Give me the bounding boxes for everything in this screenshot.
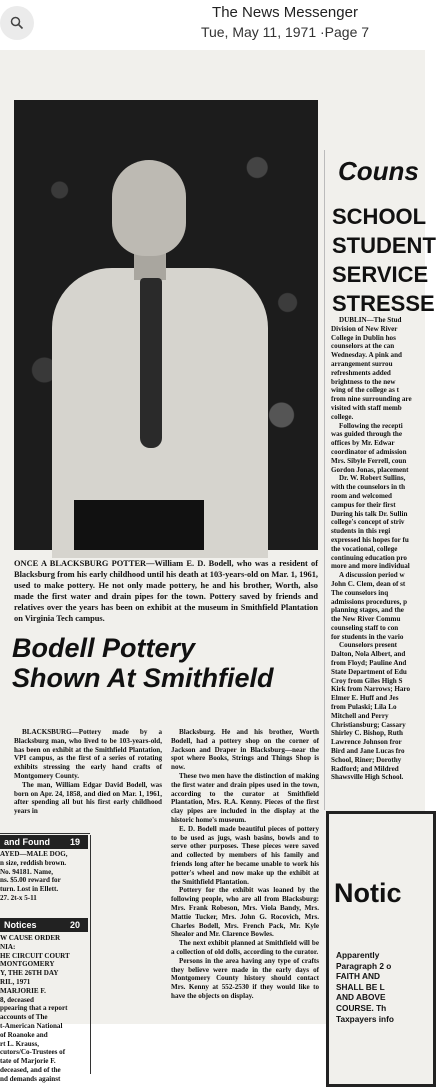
story-line: expressed his hopes for fu [331, 535, 409, 544]
notice-line: Taxpayers info [336, 1013, 394, 1024]
notices-number: 20 [70, 920, 81, 930]
story-line: more and more individual [331, 562, 410, 571]
photo-caption: ONCE A BLACKSBURG POTTER—William E. D. Bodell, who was a resident of Blacksburg from his early childhood until his death at 103-years-old on Mar. 1, 1961, used to make pottery. He not only made pottery, he and his brother, Worth, also made the first water and drain pipes for the town. Pottery saved by friends and relatives over the years has been on exhibit at the museum in Smithfield Plantation on Virginia Tech campus. [14, 559, 318, 623]
column-rule [324, 150, 325, 810]
story-line: from Floyd; Pauline And [331, 659, 407, 668]
listing-line: of Roanoke and [0, 1030, 48, 1039]
story-line: Shawsville High School. [331, 773, 404, 782]
paragraph: The man, William Edgar David Bodell, was born on Apr. 24, 1858, and died on Mar. 1, 1961, after spending all but his first early childhood years in [14, 780, 162, 816]
listing-line: MARJORIE F. [0, 986, 46, 995]
story-line: Following the recepti [339, 421, 403, 430]
lost-found-listing [0, 850, 86, 903]
story-line: Dr. W. Robert Sullins, [339, 474, 406, 483]
story-line: Elmer E. Huff and Jes [331, 694, 399, 703]
story-line: Wednesday. A pink and [331, 351, 402, 360]
figure-head [112, 160, 186, 256]
story-line: counseling staff to con [331, 623, 399, 632]
paragraph: Persons in the area having any type of crafts they believe were made in the early days of Montgomery County history should contact Mrs. Kenny at 552-2530 if they would like to have the objects on display. [171, 956, 319, 1000]
paragraph: Pottery for the exhibit was loaned by the following people, who are all from Blacksburg: Mrs. Frank Robeson, Mrs. Viola Bandy, Mrs. Mattie Tucker, Mrs. John G. Rocovich, Mrs. Charles Bodell, Mrs. French Pack, Mr. Kyle Shealor and Mr. Clarence Bowles. [171, 886, 319, 939]
listing-line: 8, deceased [0, 995, 34, 1004]
headline-line: Bodell Pottery [12, 633, 196, 663]
side-story-body [331, 316, 427, 782]
paragraph: BLACKSBURG—Pottery made by a Blacksburg man, who lived to be 103-years-old, has been on exhibit at the Smithfield Plantation, VPI campus, as the first of a series of rotating exhibits stressing the early hand crafts of Montgomery County. [14, 728, 162, 780]
story-line: visited with staff memb [331, 403, 402, 412]
listing-line: Y, THE 26TH DAY [0, 969, 59, 978]
story-line: Mrs. Sibyle Ferrell, coun [331, 456, 407, 465]
story-line: continuing education pro [331, 553, 407, 562]
article-column-a [14, 728, 162, 816]
newspaper-page [0, 50, 436, 1083]
listing-line: accounts of The [0, 1013, 48, 1022]
story-line: planning stages, and the [331, 606, 404, 615]
notices-heading: Notices [0, 918, 88, 932]
search-icon [10, 16, 24, 30]
story-line: from nine surrounding are [331, 395, 412, 404]
notice-title: Notic [334, 878, 402, 908]
listing-line: ppearing that a report [0, 1004, 68, 1013]
notice-body [336, 950, 428, 1024]
notice-line: AND ABOVE [336, 992, 386, 1003]
listing-line: tate of Marjorie F. [0, 1057, 56, 1066]
story-line: with the counselors in th [331, 483, 406, 492]
story-line: A discussion period w [339, 571, 405, 580]
story-line: Dalton, Nola Albert, and [331, 650, 406, 659]
story-line: brightness to the new [331, 377, 396, 386]
headline-line: SERVICE [332, 262, 429, 287]
story-line: room and welcomed [331, 491, 392, 500]
story-line: DUBLIN—The Stud [339, 316, 402, 324]
story-line: Lawrence Johnson fror [331, 738, 402, 747]
story-line: the vocational, college [331, 544, 398, 553]
story-line: Shirley C. Bishop, Ruth [331, 729, 403, 738]
side-story-kicker: Couns [338, 156, 419, 186]
paragraph: E. D. Bodell made beautiful pieces of pottery to be used as jugs, wash basins, bowls and to serve other purposes. These pieces were saved and collected by members of his family and friends long after he became unable to work his potter's wheel and now make up the exhibit at the Smithfield Plantation. [171, 824, 319, 886]
notice-line: Paragraph 2 o [336, 960, 392, 971]
potter-photo [14, 100, 318, 550]
listing-line: turn. Lost in Ellett. [0, 885, 59, 894]
listing-line: t-American National [0, 1021, 63, 1030]
listing-line: NIA: [0, 942, 16, 951]
listing-line: HE CIRCUIT COURT [0, 951, 70, 960]
listing-line: rt L. Krauss, [0, 1039, 40, 1048]
story-line: During his talk Dr. Sullin [331, 509, 408, 518]
listing-line: MONTGOMERY [0, 960, 55, 969]
classified-divider [0, 833, 90, 834]
paragraph: Blacksburg. He and his brother, Worth Bodell, had a pottery shop on the corner of Jackson and Draper in Blacksburg—near the spot where Books, Strings and Things Shop is now. [171, 728, 319, 772]
listing-line: 27. 2t-x 5-11 [0, 893, 37, 902]
listing-line: deceased, and of the [0, 1065, 61, 1074]
listing-line: ns. $5.00 reward for [0, 876, 61, 885]
article-column-b [171, 728, 319, 1001]
story-line: The counselors inq [331, 588, 389, 597]
story-line: John C. Clem, dean of st [331, 579, 406, 588]
listing-line: n size, reddish brown. [0, 858, 67, 867]
figure-lap [74, 500, 204, 550]
story-line: Radford; and Mildred [331, 764, 399, 773]
story-line: Mitchell and Perry [331, 711, 389, 720]
story-line: from Pulaski; Lila Lo [331, 703, 397, 712]
listing-line: RIL, 1971 [0, 977, 31, 986]
lost-found-number: 19 [70, 837, 81, 847]
listing-line: W CAUSE ORDER [0, 934, 61, 942]
story-line: college's concept of striv [331, 518, 405, 527]
notice-line: Apparently [336, 950, 380, 960]
story-line: Kirk from Narrows; Haro [331, 685, 411, 694]
paragraph: These two men have the distinction of making the first water and drain pipes used in the town, according to the curator at Smithfield Plantation, Mrs. R.A. Kenny. Pieces of the first clay pipes are included in the display at the historic home's museum. [171, 771, 319, 824]
story-line: was guided through the [331, 430, 403, 439]
story-line: admissions procedures, p [331, 597, 408, 606]
headline-line: STUDENT [332, 233, 436, 258]
classified-column-rule [90, 835, 91, 1074]
notice-line: SHALL BE L [336, 981, 385, 992]
story-line: for students in the vario [331, 632, 404, 641]
listing-line: AYED—MALE DOG, [0, 850, 68, 858]
story-line: the New River Commu [331, 615, 401, 624]
side-story-headline [332, 202, 436, 318]
publication-title: The News Messenger [212, 4, 358, 21]
story-line: counselors at the can [331, 342, 395, 351]
paragraph: The next exhibit planned at Smithfield will be a collection of old dolls, according to the curator. [171, 939, 319, 956]
notice-box [326, 811, 436, 1087]
notice-line: FAITH AND [336, 971, 380, 982]
listing-line: No. 94181. Name, [0, 867, 53, 876]
story-line: arrangement surrou [331, 359, 393, 368]
search-button[interactable] [0, 6, 34, 40]
headline-line: Shown At Smithfield [12, 663, 274, 693]
story-line: School, Riner; Dorothy [331, 755, 402, 764]
story-line: State Department of Edu [331, 667, 407, 676]
story-line: Christiansburg; Cassary [331, 720, 406, 729]
listing-line: nd demands against [0, 1074, 61, 1083]
headline-line: STRESSE [332, 291, 435, 316]
story-line: Croy from Giles High S [331, 676, 403, 685]
story-line: Counselors present [339, 641, 398, 650]
story-line: Bird and Jane Lucas fro [331, 747, 405, 756]
story-line: students in this regi [331, 527, 391, 536]
story-line: refreshments added [331, 368, 391, 377]
story-line: Division of New River [331, 324, 398, 333]
story-line: College in Dublin hos [331, 333, 396, 342]
story-line: college. [331, 412, 354, 421]
headline-line: SCHOOL [332, 204, 427, 229]
notices-listing [0, 934, 86, 1084]
publication-date-page: Tue, May 11, 1971 ·Page 7 [200, 24, 370, 40]
article-headline [12, 633, 322, 693]
viewer-header [0, 0, 425, 50]
notice-line: COURSE. Th [336, 1002, 387, 1013]
figure-tie [140, 278, 162, 448]
story-line: Gordon Jonas, placement [331, 465, 409, 474]
lost-found-heading: and Found [0, 835, 88, 849]
story-line: coordinator of admission [331, 447, 407, 456]
story-line: wing of the college as t [331, 386, 399, 395]
listing-line: cutors/Co-Trustees of [0, 1048, 66, 1057]
story-line: offices by Mr. Edwar [331, 439, 395, 448]
story-line: campus for their first [331, 500, 396, 509]
